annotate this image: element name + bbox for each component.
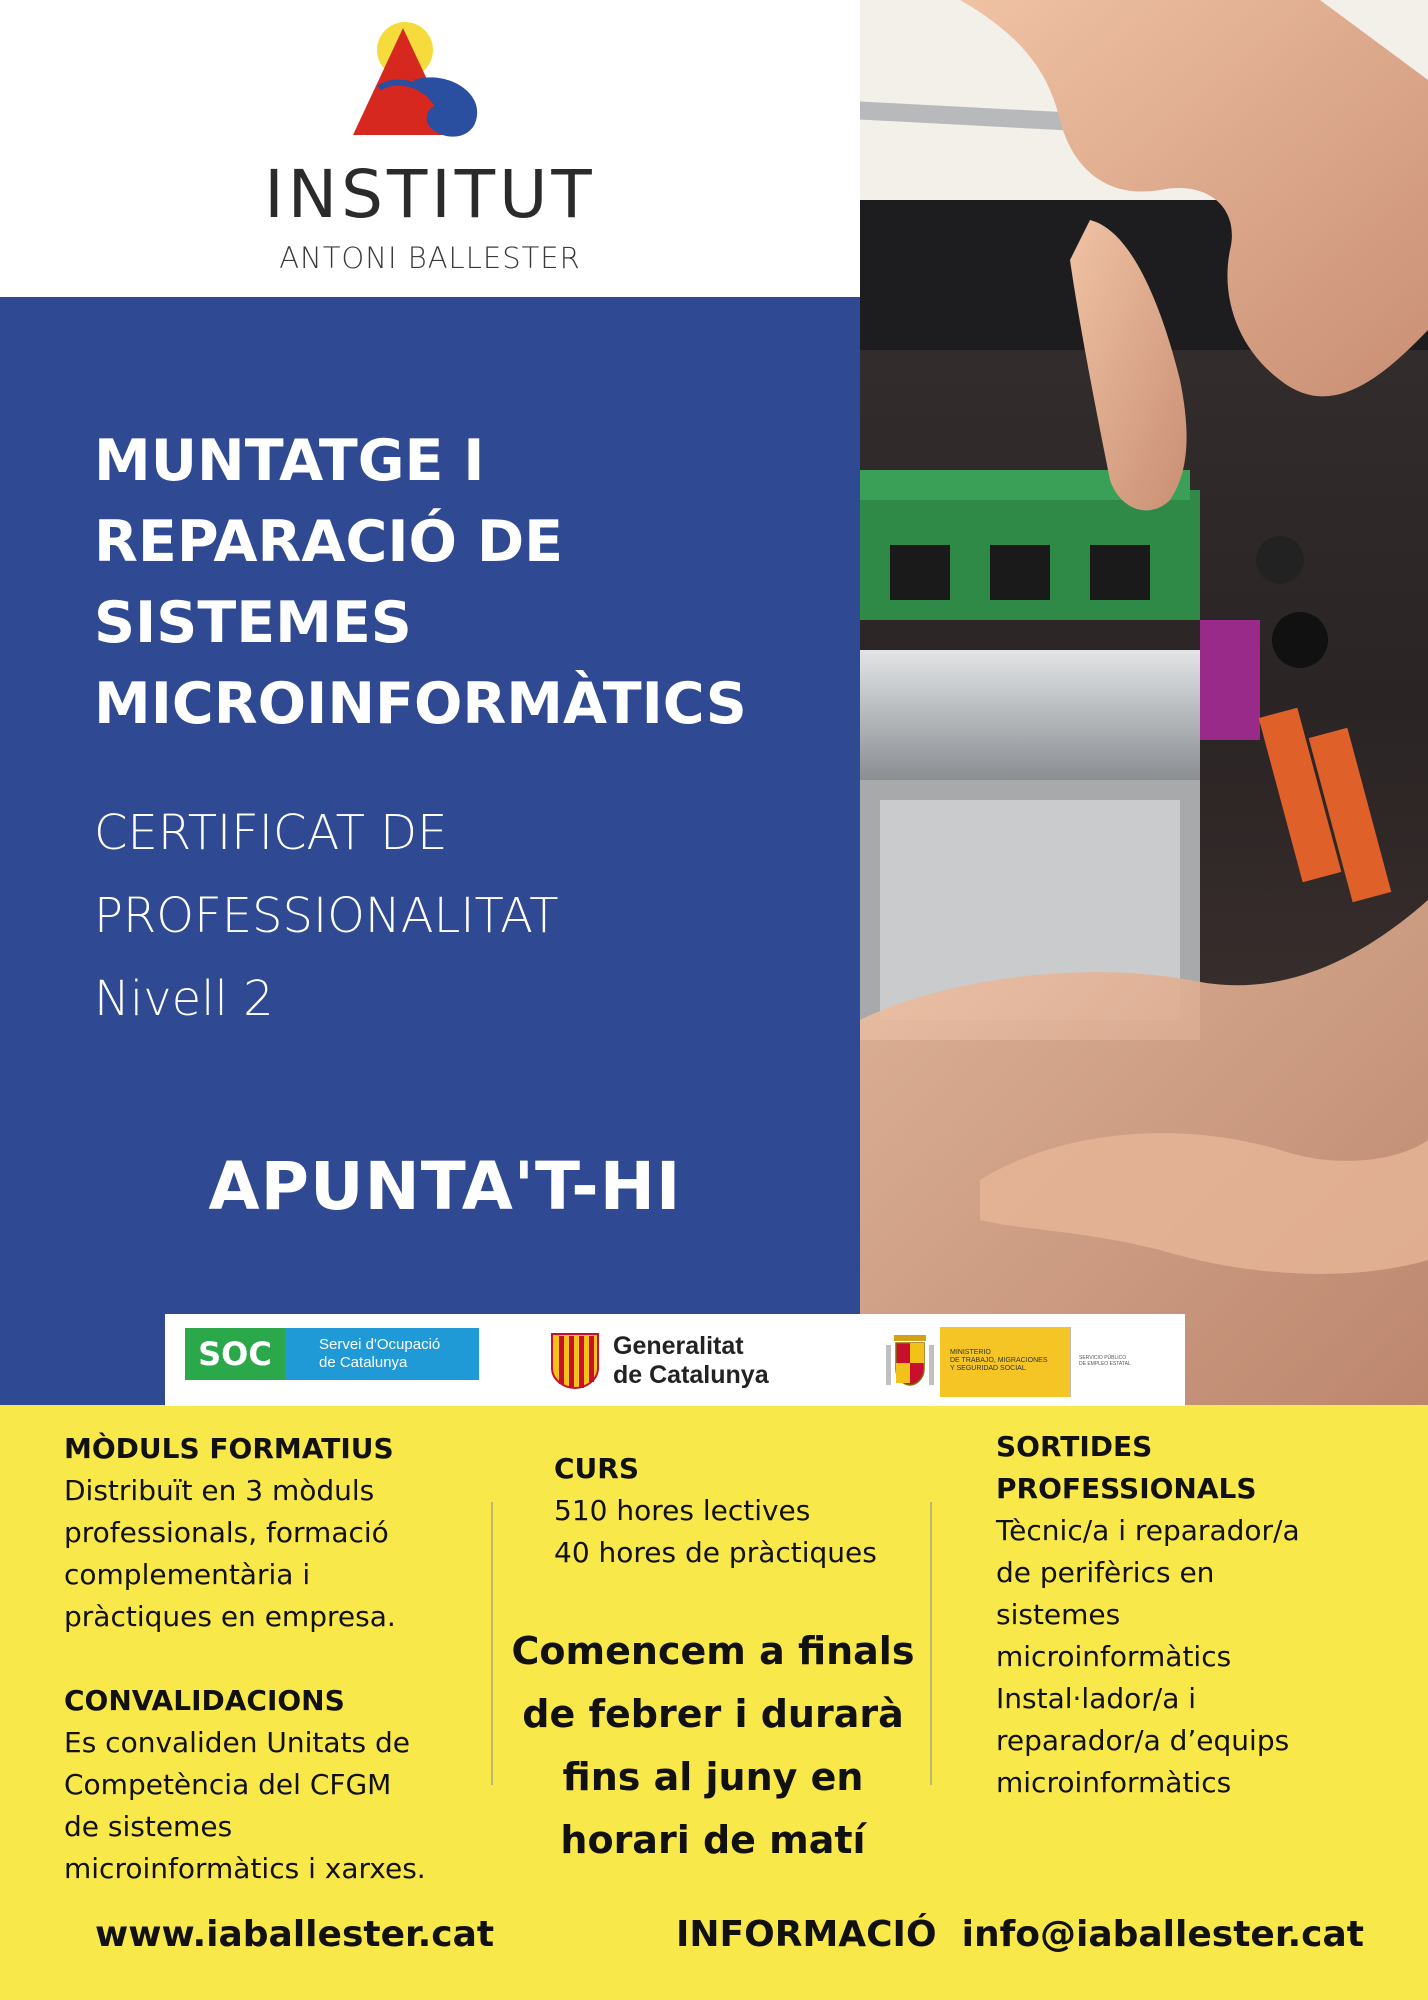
certificate-info	[94, 792, 559, 1041]
logo-panel	[0, 0, 860, 297]
course-section	[554, 1448, 934, 1574]
careers-line: de perifèrics en	[996, 1556, 1215, 1589]
modules-line: Distribuït en 3 mòduls	[64, 1474, 375, 1507]
info-label: INFORMACIÓ	[676, 1914, 937, 1955]
course-heading: CURS	[554, 1452, 640, 1485]
logo-subtitle: ANTONI BALLESTER	[279, 241, 581, 275]
website-link[interactable]: www.iaballester.cat	[95, 1914, 495, 1955]
hands-repairing-computer-image	[860, 0, 1428, 1405]
certificate-line: CERTIFICAT DE	[94, 805, 448, 861]
email-link[interactable]: info@iaballester.cat	[961, 1914, 1364, 1955]
generalitat-line: de Catalunya	[613, 1361, 769, 1389]
institute-logo-icon	[335, 20, 485, 145]
generalitat-name	[613, 1332, 769, 1390]
modules-line: complementària i	[64, 1558, 311, 1591]
soc-full-name	[285, 1328, 479, 1380]
careers-line: microinformàtics	[996, 1640, 1232, 1673]
modules-line: professionals, formació	[64, 1516, 389, 1549]
modules-line: pràctiques en empresa.	[64, 1600, 396, 1633]
validations-line: microinformàtics i xarxes.	[64, 1852, 426, 1885]
soc-short-name: SOC	[185, 1328, 285, 1380]
sepe-line: SERVICIO PÚBLICO	[1079, 1355, 1127, 1361]
course-title-line: REPARACIÓ DE	[94, 509, 564, 575]
ministerio-name	[950, 1349, 1065, 1373]
ministerio-logo	[880, 1327, 1140, 1397]
career-outcomes-section	[996, 1426, 1396, 1804]
modules-heading: MÒDULS FORMATIUS	[64, 1432, 394, 1465]
careers-line: Instal·lador/a i	[996, 1682, 1197, 1715]
careers-line: Tècnic/a i reparador/a	[996, 1514, 1300, 1547]
soc-name-line: de Catalunya	[319, 1354, 408, 1371]
sepe-line: DE EMPLEO ESTATAL	[1079, 1361, 1131, 1367]
course-schedule	[488, 1620, 938, 1872]
certificate-line: PROFESSIONALITAT	[94, 888, 559, 944]
generalitat-line: Generalitat	[613, 1332, 744, 1360]
generalitat-logo	[550, 1330, 810, 1390]
schedule-line: de febrer i durarà	[522, 1692, 904, 1736]
course-title-line: MICROINFORMÀTICS	[94, 671, 747, 737]
schedule-line: Comencem a finals	[511, 1629, 915, 1673]
careers-heading: SORTIDES	[996, 1430, 1153, 1463]
logo-title: INSTITUT	[264, 156, 596, 233]
signup-call-to-action: APUNTA'T-HI	[208, 1148, 682, 1225]
careers-line: sistemes	[996, 1598, 1121, 1631]
course-line: 40 hores de pràctiques	[554, 1536, 877, 1569]
schedule-line: fins al juny en	[562, 1755, 864, 1799]
validations-line: de sistemes	[64, 1810, 233, 1843]
validations-line: Competència del CFGM	[64, 1768, 392, 1801]
course-title	[94, 421, 834, 745]
sepe-banner	[1070, 1327, 1141, 1397]
careers-line: reparador/a d’equips	[996, 1724, 1290, 1757]
sponsor-logos	[165, 1314, 1185, 1406]
spain-coat-of-arms-icon	[880, 1327, 940, 1397]
course-title-line: SISTEMES	[94, 590, 412, 656]
validations-line: Es convaliden Unitats de	[64, 1726, 411, 1759]
course-title-line: MUNTATGE I	[94, 428, 485, 494]
senyera-shield-icon	[550, 1332, 600, 1390]
soc-logo	[185, 1328, 479, 1380]
certificate-level: Nivell 2	[94, 971, 274, 1027]
careers-line: microinformàtics	[996, 1766, 1232, 1799]
ministerio-line: MINISTERIO	[950, 1349, 991, 1356]
sepe-name	[1079, 1355, 1137, 1367]
ministerio-line: DE TRABAJO, MIGRACIONES	[950, 1357, 1048, 1364]
validations-heading: CONVALIDACIONS	[64, 1684, 345, 1717]
column-divider	[930, 1502, 932, 1785]
training-modules-section	[64, 1428, 464, 1890]
contact-info	[676, 1914, 1364, 1955]
motherboard-photo	[860, 0, 1428, 1405]
careers-heading: PROFESSIONALS	[996, 1472, 1257, 1505]
schedule-line: horari de matí	[560, 1818, 866, 1862]
soc-name-line: Servei d'Ocupació	[319, 1336, 441, 1353]
course-line: 510 hores lectives	[554, 1494, 811, 1527]
ministerio-line: Y SEGURIDAD SOCIAL	[950, 1365, 1026, 1372]
